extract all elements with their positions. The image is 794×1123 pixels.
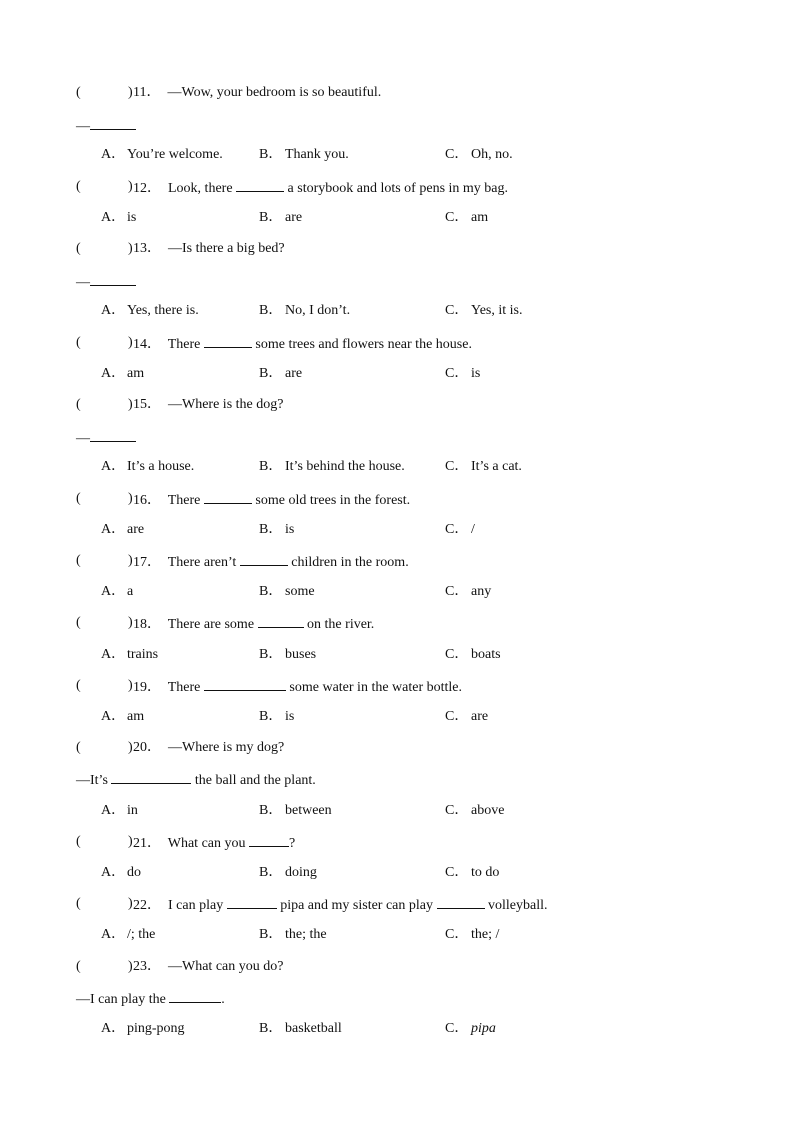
- question-text-after: on the river.: [303, 617, 375, 632]
- option-letter: B．: [259, 210, 283, 225]
- option-text: is: [471, 366, 481, 381]
- question-prompt: —Where is the dog?: [168, 397, 284, 412]
- option-letter: C．: [445, 303, 469, 318]
- option-text: are: [285, 366, 303, 381]
- question-number-suffix: ．: [147, 241, 161, 256]
- answer-paren-open[interactable]: (: [76, 335, 81, 350]
- question-text: [133, 552, 409, 572]
- option-text: /; the: [127, 927, 156, 942]
- answer-paren-open[interactable]: (: [76, 678, 81, 693]
- option-c[interactable]: [445, 302, 523, 320]
- question-text-before: What can you: [167, 836, 249, 851]
- answer-paren-open[interactable]: (: [76, 85, 81, 100]
- option-letter: A．: [101, 865, 126, 880]
- option-a[interactable]: [101, 926, 155, 944]
- response-blank[interactable]: [169, 989, 221, 1003]
- option-text: It’s behind the house.: [285, 459, 405, 474]
- option-b[interactable]: [259, 209, 302, 227]
- option-text: is: [285, 709, 295, 724]
- question-text: [133, 958, 283, 976]
- question-prompt: —Wow, your bedroom is so beautiful.: [167, 85, 382, 100]
- option-text: a: [127, 584, 134, 599]
- response-text: [76, 428, 136, 448]
- question-number: 12: [133, 181, 147, 196]
- question-text-before: I can play: [168, 898, 227, 913]
- question-number-suffix: ．: [147, 680, 161, 695]
- question-text-before: There are some: [167, 617, 258, 632]
- option-letter: A．: [101, 210, 126, 225]
- option-text: trains: [127, 647, 159, 662]
- option-letter: C．: [445, 865, 469, 880]
- response-text-before: —I can play the: [76, 992, 170, 1007]
- question-number-suffix: ．: [147, 740, 161, 755]
- option-letter: A．: [101, 803, 126, 818]
- answer-blank[interactable]: [204, 334, 252, 348]
- question-text-after: ?: [289, 836, 296, 851]
- question-text-before: There: [167, 680, 204, 695]
- question-prompt: —What can you do?: [168, 959, 284, 974]
- question-text-after: some trees and flowers near the house.: [251, 337, 472, 352]
- option-text: ping-pong: [127, 1021, 185, 1036]
- option-text: am: [127, 366, 145, 381]
- option-c[interactable]: [445, 708, 488, 726]
- option-c[interactable]: [445, 1020, 496, 1038]
- option-letter: A．: [101, 459, 126, 474]
- option-c[interactable]: [445, 146, 513, 164]
- answer-blank[interactable]: [240, 552, 288, 566]
- question-number: 14: [133, 337, 147, 352]
- option-c[interactable]: [445, 926, 499, 944]
- option-b[interactable]: [259, 1020, 342, 1038]
- option-letter: B．: [259, 459, 283, 474]
- answer-paren-open[interactable]: (: [76, 491, 81, 506]
- question-text: [133, 490, 410, 510]
- option-letter: B．: [259, 1021, 283, 1036]
- option-letter: B．: [259, 147, 283, 162]
- question-text: [133, 178, 508, 198]
- question-text: [133, 895, 548, 915]
- option-b[interactable]: [259, 864, 317, 882]
- option-text: You’re welcome.: [127, 147, 223, 162]
- option-text: am: [127, 709, 145, 724]
- answer-paren-open[interactable]: (: [76, 179, 81, 194]
- option-text: It’s a cat.: [471, 459, 522, 474]
- question-number-suffix: ．: [146, 85, 161, 100]
- option-a[interactable]: [101, 802, 138, 820]
- option-b[interactable]: [259, 458, 405, 476]
- option-text: the; the: [285, 927, 327, 942]
- option-b[interactable]: [259, 583, 315, 601]
- question-number: 20: [133, 740, 147, 755]
- option-b[interactable]: [259, 708, 294, 726]
- option-text: doing: [285, 865, 317, 880]
- answer-paren-open[interactable]: (: [76, 959, 81, 974]
- response-text-before: —It’s: [76, 773, 112, 788]
- option-b[interactable]: [259, 802, 332, 820]
- option-text: Yes, there is.: [127, 303, 199, 318]
- option-text: am: [471, 210, 489, 225]
- option-c[interactable]: [445, 583, 491, 601]
- response-dash: —: [76, 275, 90, 290]
- answer-paren-open[interactable]: (: [76, 740, 81, 755]
- question-number-suffix: ．: [147, 555, 161, 570]
- option-text: are: [285, 210, 303, 225]
- question-number: 17: [133, 555, 147, 570]
- question-number: 19: [133, 680, 147, 695]
- option-letter: A．: [101, 709, 126, 724]
- question-text-after: some old trees in the forest.: [251, 493, 411, 508]
- option-a[interactable]: [101, 209, 136, 227]
- option-text: in: [127, 803, 138, 818]
- question-number-suffix: ．: [147, 337, 161, 352]
- option-a[interactable]: [101, 646, 158, 664]
- question-number-suffix: ．: [147, 181, 161, 196]
- option-letter: B．: [259, 522, 283, 537]
- option-text: is: [127, 210, 137, 225]
- answer-paren-open[interactable]: (: [76, 241, 81, 256]
- answer-paren-close: ): [128, 553, 133, 568]
- question-text: [133, 240, 285, 258]
- option-letter: C．: [445, 459, 469, 474]
- option-text: some: [285, 584, 315, 599]
- option-letter: C．: [445, 803, 469, 818]
- response-text-after: the ball and the plant.: [191, 773, 316, 788]
- option-text: No, I don’t.: [285, 303, 351, 318]
- option-text: buses: [285, 647, 317, 662]
- response-blank[interactable]: [90, 116, 136, 130]
- question-text-after: children in the room.: [287, 555, 409, 570]
- answer-paren-close: ): [128, 834, 133, 849]
- option-text: are: [471, 709, 489, 724]
- option-b[interactable]: [259, 302, 350, 320]
- question-prompt: —Where is my dog?: [168, 740, 285, 755]
- option-text: Yes, it is.: [471, 303, 523, 318]
- option-letter: A．: [101, 147, 126, 162]
- response-text: [76, 989, 225, 1009]
- option-letter: C．: [445, 709, 469, 724]
- question-text: [133, 833, 295, 853]
- option-letter: A．: [101, 522, 126, 537]
- response-text: [76, 116, 136, 136]
- option-text: is: [285, 522, 295, 537]
- option-text: pipa: [471, 1021, 496, 1036]
- option-text: above: [471, 803, 505, 818]
- option-letter: C．: [445, 647, 469, 662]
- question-number-suffix: ．: [147, 397, 161, 412]
- option-letter: A．: [101, 1021, 126, 1036]
- option-letter: B．: [259, 865, 283, 880]
- response-text-after: .: [221, 992, 225, 1007]
- option-b[interactable]: [259, 926, 327, 944]
- option-a[interactable]: [101, 302, 199, 320]
- answer-paren-open[interactable]: (: [76, 553, 81, 568]
- option-b[interactable]: [259, 521, 294, 539]
- question-text-after: volleyball.: [484, 898, 548, 913]
- option-letter: A．: [101, 584, 126, 599]
- option-letter: A．: [101, 303, 126, 318]
- option-letter: B．: [259, 927, 283, 942]
- option-text: between: [285, 803, 332, 818]
- option-a[interactable]: [101, 1020, 185, 1038]
- response-text: [76, 272, 136, 292]
- option-a[interactable]: [101, 146, 223, 164]
- answer-paren-close: ): [128, 335, 133, 350]
- answer-blank[interactable]: [258, 614, 304, 628]
- answer-paren-close: ): [128, 491, 133, 506]
- option-letter: B．: [259, 303, 283, 318]
- answer-blank[interactable]: [249, 833, 289, 847]
- answer-paren-close: ): [128, 959, 133, 974]
- option-text: basketball: [285, 1021, 342, 1036]
- answer-paren-open[interactable]: (: [76, 397, 81, 412]
- question-prompt: —Is there a big bed?: [168, 241, 285, 256]
- option-c[interactable]: [445, 365, 480, 383]
- question-text-before: There aren’t: [167, 555, 240, 570]
- answer-paren-close: ): [128, 241, 133, 256]
- option-letter: C．: [445, 927, 469, 942]
- question-text: [133, 334, 472, 354]
- option-letter: B．: [259, 803, 283, 818]
- question-number: 22: [133, 898, 147, 913]
- question-text-after: a storybook and lots of pens in my bag.: [284, 181, 509, 196]
- option-letter: C．: [445, 210, 469, 225]
- option-letter: B．: [259, 584, 283, 599]
- option-letter: A．: [101, 927, 126, 942]
- option-b[interactable]: [259, 146, 349, 164]
- question-text: [133, 677, 462, 697]
- option-a[interactable]: [101, 458, 194, 476]
- question-number: 23: [133, 959, 147, 974]
- answer-paren-close: ): [128, 615, 133, 630]
- option-text: any: [471, 584, 492, 599]
- question-number: 18: [133, 617, 147, 632]
- question-number: 11: [133, 85, 147, 100]
- answer-paren-open[interactable]: (: [76, 896, 81, 911]
- answer-paren-close: ): [128, 179, 133, 194]
- question-number-suffix: ．: [147, 959, 161, 974]
- option-c[interactable]: [445, 209, 488, 227]
- option-a[interactable]: [101, 521, 144, 539]
- answer-blank[interactable]: [204, 490, 252, 504]
- option-a[interactable]: [101, 708, 144, 726]
- answer-paren-open[interactable]: (: [76, 615, 81, 630]
- option-c[interactable]: [445, 802, 504, 820]
- option-letter: B．: [259, 647, 283, 662]
- option-letter: B．: [259, 366, 283, 381]
- option-text: Thank you.: [285, 147, 349, 162]
- question-text: [133, 396, 283, 414]
- option-text: /: [471, 522, 475, 537]
- response-text: [76, 770, 316, 790]
- option-letter: C．: [445, 522, 469, 537]
- option-text: the; /: [471, 927, 500, 942]
- answer-blank-2[interactable]: [437, 895, 485, 909]
- answer-paren-close: ): [128, 740, 133, 755]
- option-text: are: [127, 522, 145, 537]
- option-letter: A．: [101, 366, 126, 381]
- question-number-suffix: ．: [147, 493, 161, 508]
- answer-paren-close: ): [128, 678, 133, 693]
- question-text: [133, 84, 381, 102]
- question-text-before: There: [167, 493, 204, 508]
- response-blank[interactable]: [90, 428, 136, 442]
- answer-paren-close: ): [128, 397, 133, 412]
- option-text: boats: [471, 647, 501, 662]
- question-number: 21: [133, 836, 147, 851]
- option-a[interactable]: [101, 583, 133, 601]
- option-letter: C．: [445, 1021, 469, 1036]
- option-c[interactable]: [445, 864, 499, 882]
- option-letter: B．: [259, 709, 283, 724]
- option-c[interactable]: [445, 458, 522, 476]
- option-letter: A．: [101, 647, 126, 662]
- response-blank[interactable]: [90, 272, 136, 286]
- response-blank[interactable]: [111, 770, 191, 784]
- response-dash: —: [76, 431, 90, 446]
- question-text-before: There: [167, 337, 204, 352]
- question-number: 16: [133, 493, 147, 508]
- question-text-after: some water in the water bottle.: [285, 680, 463, 695]
- question-number-suffix: ．: [147, 836, 161, 851]
- answer-blank-1[interactable]: [227, 895, 277, 909]
- question-text-middle: pipa and my sister can play: [276, 898, 437, 913]
- answer-paren-close: ): [128, 85, 133, 100]
- question-text-before: Look, there: [168, 181, 237, 196]
- option-text: to do: [471, 865, 500, 880]
- option-letter: C．: [445, 366, 469, 381]
- question-number-suffix: ．: [147, 898, 161, 913]
- option-a[interactable]: [101, 365, 144, 383]
- option-text: Oh, no.: [471, 147, 513, 162]
- option-c[interactable]: [445, 646, 501, 664]
- answer-blank[interactable]: [204, 677, 286, 691]
- question-text: [133, 614, 374, 634]
- question-number: 13: [133, 241, 147, 256]
- option-letter: C．: [445, 147, 469, 162]
- response-dash: —: [76, 119, 90, 134]
- option-b[interactable]: [259, 365, 302, 383]
- option-letter: C．: [445, 584, 469, 599]
- question-number: 15: [133, 397, 147, 412]
- option-c[interactable]: [445, 521, 475, 539]
- option-b[interactable]: [259, 646, 316, 664]
- answer-blank[interactable]: [236, 178, 284, 192]
- answer-paren-open[interactable]: (: [76, 834, 81, 849]
- question-text: [133, 739, 284, 757]
- question-number-suffix: ．: [147, 617, 161, 632]
- option-text: It’s a house.: [127, 459, 195, 474]
- option-a[interactable]: [101, 864, 141, 882]
- option-text: do: [127, 865, 141, 880]
- answer-paren-close: ): [128, 896, 133, 911]
